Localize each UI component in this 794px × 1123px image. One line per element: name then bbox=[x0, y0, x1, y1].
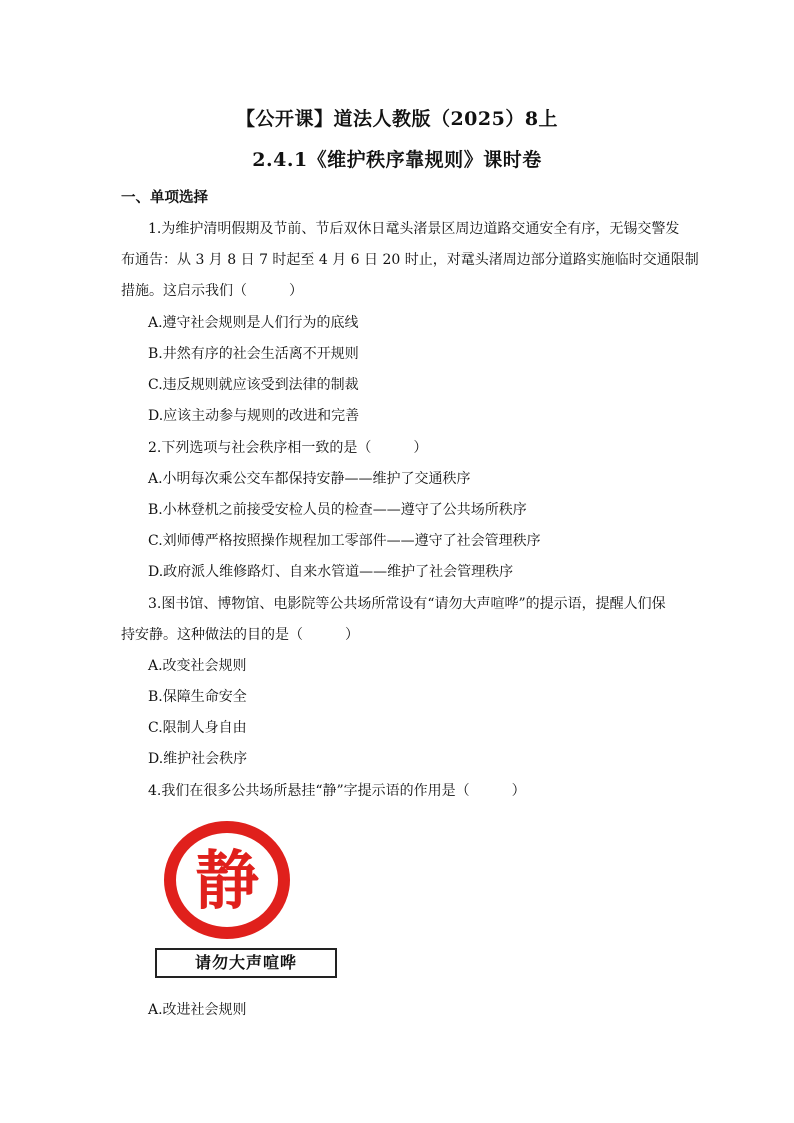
question-1-text: 措施。这启示我们（ ） bbox=[121, 283, 303, 299]
question-3-text: 3.图书馆、博物馆、电影院等公共场所常设有“请勿大声喧哗”的提示语，提醒人们保 bbox=[148, 596, 666, 612]
stamp-character: 静 bbox=[195, 845, 259, 919]
question-1-text: 1.为维护清明假期及节前、节后双休日鼋头渚景区周边道路交通安全有序，无锡交警发 bbox=[148, 221, 680, 237]
question-3-option-d: D.维护社会秩序 bbox=[148, 751, 248, 767]
question-3-option-b: B.保障生命安全 bbox=[148, 689, 247, 705]
question-3-option-c: C.限制人身自由 bbox=[148, 720, 247, 736]
question-1-option-c: C.违反规则就应该受到法律的制裁 bbox=[148, 377, 359, 393]
question-1-text: 布通告：从 3 月 8 日 7 时起至 4 月 6 日 20 时止，对鼋头渚周边部分道路实施临时交通限制 bbox=[121, 252, 699, 268]
quiet-sign-image bbox=[163, 819, 291, 941]
question-2-option-a: A.小明每次乘公交车都保持安静——维护了交通秩序 bbox=[148, 471, 471, 487]
question-1-option-d: D.应该主动参与规则的改进和完善 bbox=[148, 408, 360, 424]
question-3-option-a: A.改变社会规则 bbox=[148, 658, 247, 674]
question-4-text: 4.我们在很多公共场所悬挂“静”字提示语的作用是（ ） bbox=[148, 783, 526, 799]
question-4-option-a: A.改进社会规则 bbox=[148, 1002, 247, 1018]
question-1-option-b: B.井然有序的社会生活离不开规则 bbox=[148, 346, 359, 362]
question-2-option-d: D.政府派人维修路灯、自来水管道——维护了社会管理秩序 bbox=[148, 564, 514, 580]
question-2-text: 2.下列选项与社会秩序相一致的是（ ） bbox=[148, 440, 428, 456]
question-3-text: 持安静。这种做法的目的是（ ） bbox=[121, 627, 359, 643]
document-title: 【公开课】道法人教版（2025）8上 bbox=[235, 108, 559, 130]
section-heading: 一、单项选择 bbox=[121, 189, 208, 206]
document-subtitle: 2.4.1《维护秩序靠规则》课时卷 bbox=[252, 149, 542, 171]
question-1-option-a: A.遵守社会规则是人们行为的底线 bbox=[148, 315, 359, 331]
quiet-notice-label: 请勿大声喧哗 bbox=[155, 948, 337, 978]
question-2-option-b: B.小林登机之前接受安检人员的检查——遵守了公共场所秩序 bbox=[148, 502, 527, 518]
question-2-option-c: C.刘师傅严格按照操作规程加工零部件——遵守了社会管理秩序 bbox=[148, 533, 541, 549]
